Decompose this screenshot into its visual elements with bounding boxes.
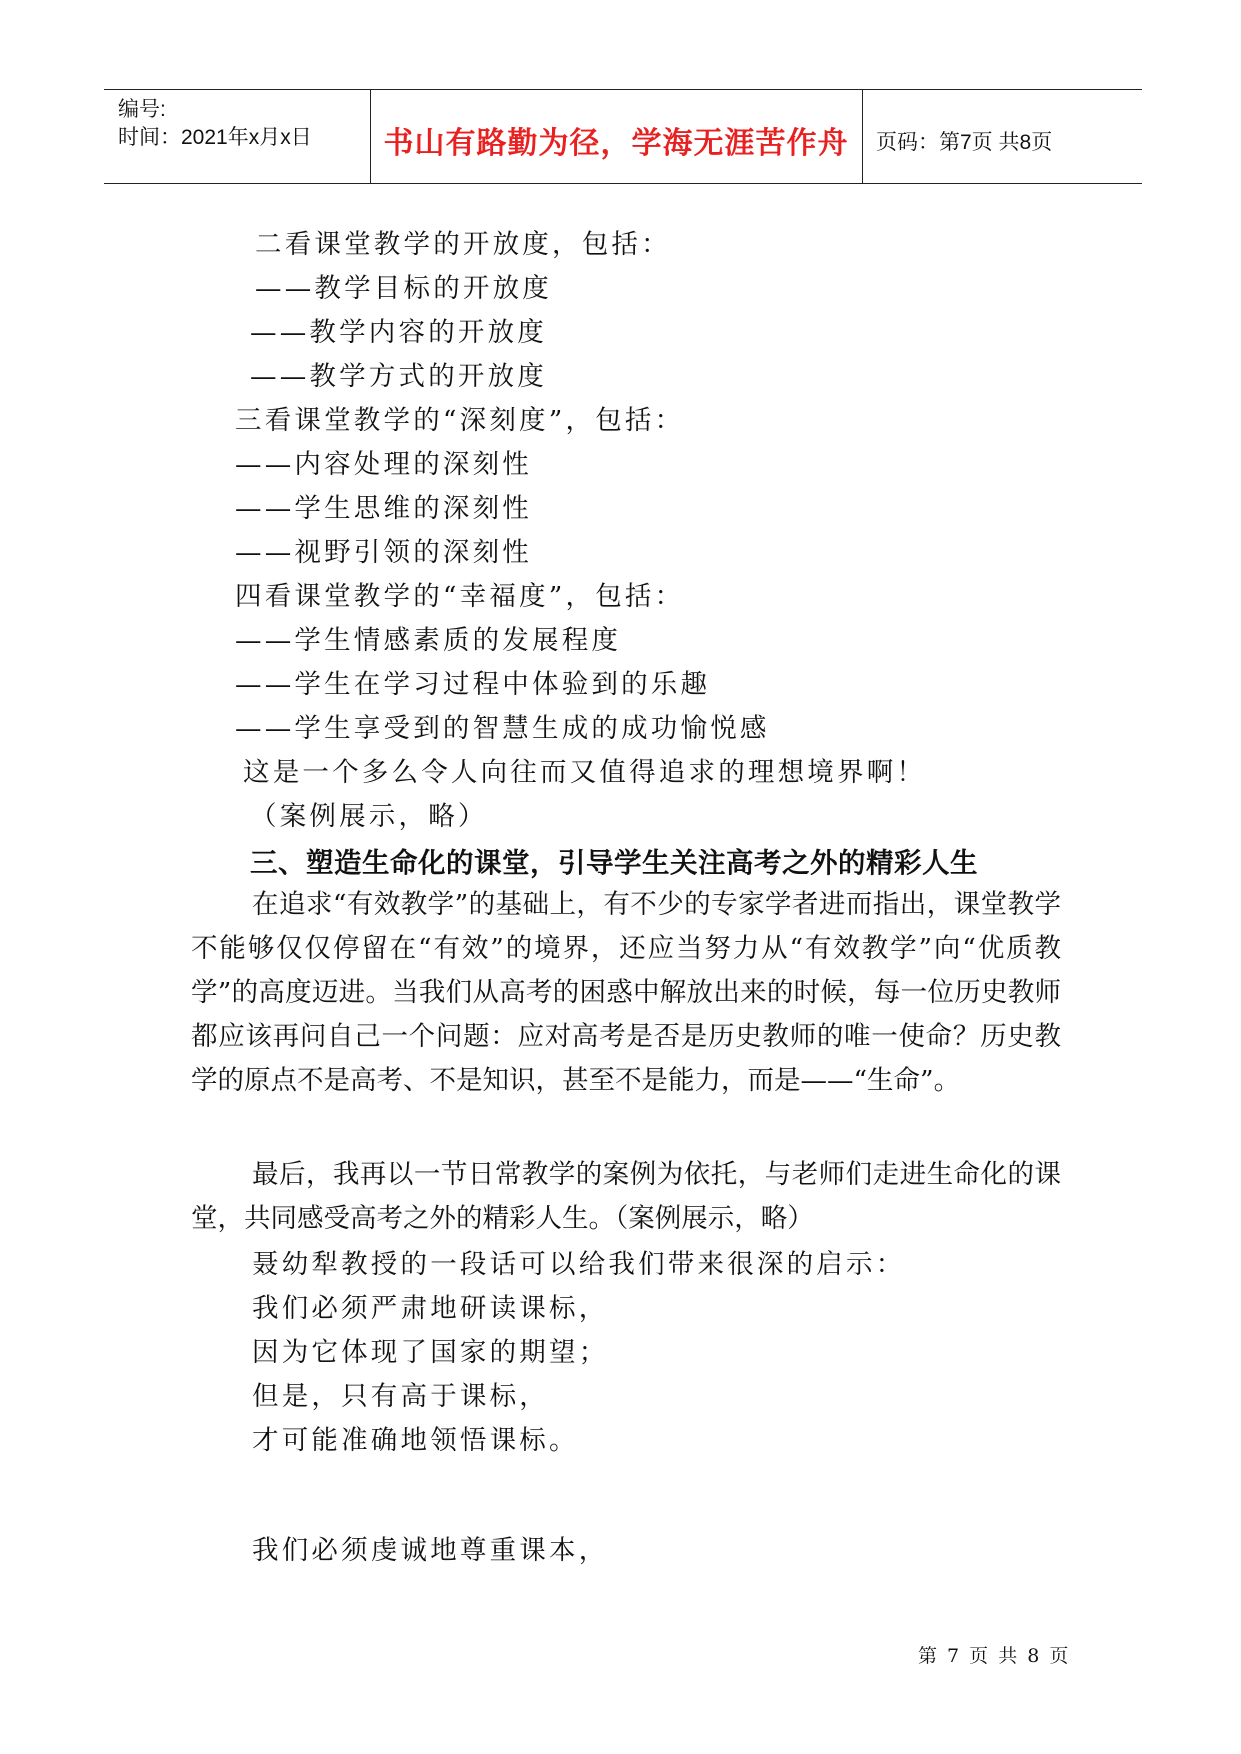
quote-line: 因为它体现了国家的期望； <box>252 1337 609 1368</box>
criteria-line: 二看课堂教学的开放度，包括： <box>255 229 671 260</box>
criteria-line: ——内容处理的深刻性 <box>235 449 532 480</box>
header-divider-right <box>862 89 863 183</box>
criteria-line: ——学生情感素质的发展程度 <box>235 625 622 656</box>
quote-line: 我们必须严肃地研读课标， <box>252 1293 609 1324</box>
criteria-line: ——学生享受到的智慧生成的成功愉悦感 <box>235 713 770 744</box>
quote-line: 才可能准确地领悟课标。 <box>252 1425 579 1456</box>
section-heading: 三、塑造生命化的课堂，引导学生关注高考之外的精彩人生 <box>250 847 978 879</box>
criteria-line: ——教学方式的开放度 <box>250 361 547 392</box>
closing-remark: 这是一个多么令人向往而又值得追求的理想境界啊！ <box>243 757 927 788</box>
case-note: （案例展示，略） <box>250 801 488 832</box>
body-paragraph: 在追求“有效教学”的基础上，有不少的专家学者进而指出，课堂教学不能够仅仅停留在“有效”的境界，还应当努力从“有效教学”向“优质教学”的高度迈进。当我们从高考的困惑中解放出来的时候，每一位历史教师都应该再问自己一个问题：应对高考是否是历史教师的唯一使命？历史教学的原点不是高考、不是知识，甚至不是能力，而是——“生命”。 <box>191 889 1061 1096</box>
document-time-label: 时间：2021年x月x日 <box>118 126 312 149</box>
criteria-line: 三看课堂教学的“深刻度”，包括： <box>235 405 685 436</box>
criteria-line: ——教学内容的开放度 <box>250 317 547 348</box>
header-bottom-rule <box>104 183 1142 184</box>
quote-intro: 聂幼犁教授的一段话可以给我们带来很深的启示： <box>252 1249 906 1280</box>
document-number-label: 编号: <box>118 98 166 121</box>
criteria-line: ——学生思维的深刻性 <box>235 493 532 524</box>
header-top-rule <box>104 89 1142 90</box>
quote-line: 我们必须虔诚地尊重课本， <box>252 1535 609 1566</box>
criteria-line: 四看课堂教学的“幸福度”，包括： <box>235 581 685 612</box>
criteria-line: ——视野引领的深刻性 <box>235 537 532 568</box>
criteria-line: ——教学目标的开放度 <box>255 273 552 304</box>
quote-line: 但是，只有高于课标， <box>252 1381 549 1412</box>
page-footer: 第 7 页 共 8 页 <box>918 1645 1071 1667</box>
header-page-info: 页码：第7页 共8页 <box>876 131 1053 154</box>
criteria-line: ——学生在学习过程中体验到的乐趣 <box>235 669 711 700</box>
header-divider-left <box>370 89 371 183</box>
body-paragraph: 最后，我再以一节日常教学的案例为依托，与老师们走进生命化的课堂，共同感受高考之外的精彩人生。（案例展示，略） <box>191 1159 1061 1234</box>
header-motto: 书山有路勤为径，学海无涯苦作舟 <box>383 126 849 161</box>
